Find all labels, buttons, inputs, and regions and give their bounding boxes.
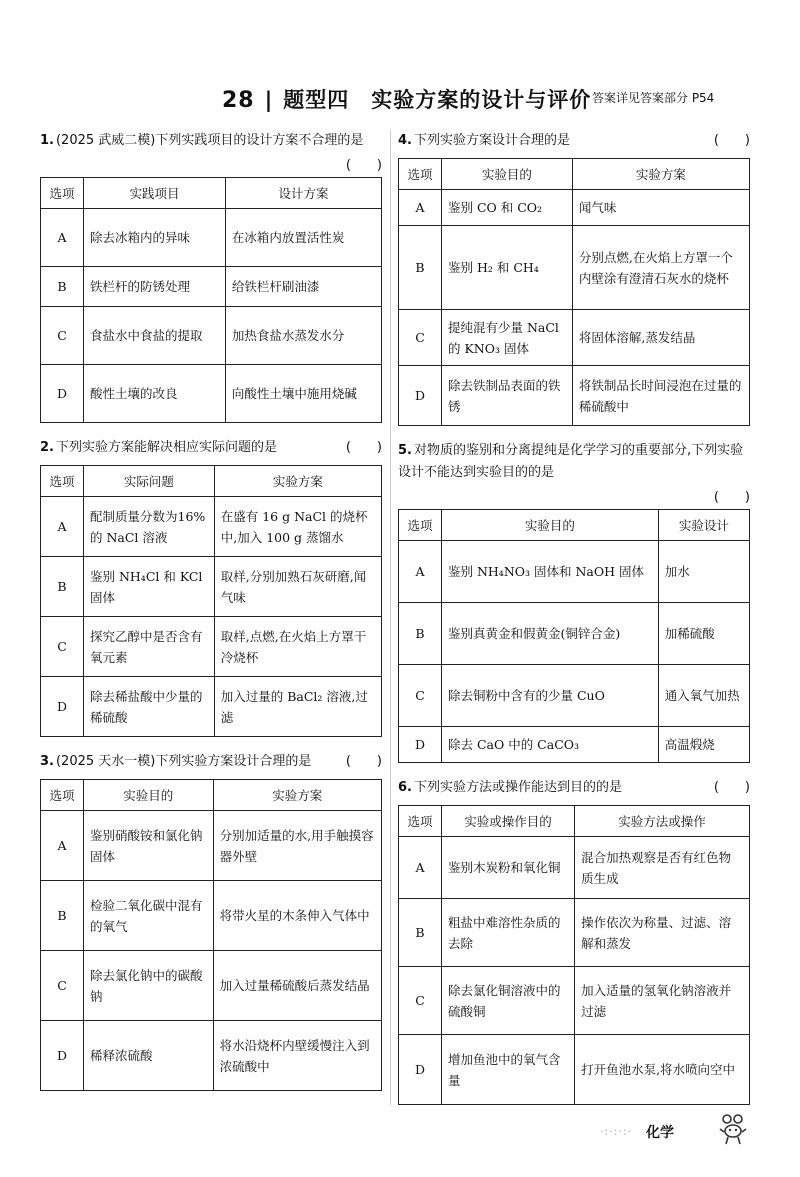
mascot-icon-svg bbox=[718, 1112, 748, 1146]
question-text: 对物质的鉴别和分离提纯是化学学习的重要部分,下列实验设计不能达到实验目的的是 bbox=[398, 443, 744, 480]
table-cell: 除去 CaO 中的 CaCO₃ bbox=[442, 727, 659, 763]
answer-reference: 答案详见答案部分 P54 bbox=[592, 91, 715, 105]
answer-blank[interactable]: ( ) bbox=[345, 440, 382, 455]
table-cell: 除去冰箱内的异味 bbox=[84, 209, 226, 267]
table-cell: 探究乙醇中是否含有氧元素 bbox=[84, 617, 215, 677]
option-cell: C bbox=[41, 307, 84, 365]
option-cell: D bbox=[41, 365, 84, 423]
table-row bbox=[399, 366, 750, 426]
mascot-icon bbox=[718, 1112, 748, 1152]
column-header: 实验目的 bbox=[442, 510, 659, 541]
column-header: 选项 bbox=[41, 466, 84, 497]
right-column bbox=[398, 130, 750, 1119]
question-table bbox=[398, 158, 750, 426]
table-row bbox=[399, 190, 750, 226]
answer-blank[interactable]: ( ) bbox=[345, 754, 382, 769]
question-4 bbox=[398, 130, 750, 426]
option-cell: C bbox=[399, 310, 442, 366]
table-cell: 通入氧气加热 bbox=[658, 665, 749, 727]
table-header-row bbox=[41, 780, 382, 811]
table-row bbox=[41, 617, 382, 677]
table-cell: 鉴别木炭粉和氧化铜 bbox=[442, 837, 575, 899]
page-title bbox=[222, 84, 591, 114]
column-header: 实验方案 bbox=[572, 159, 749, 190]
option-cell: D bbox=[399, 727, 442, 763]
table-row bbox=[399, 310, 750, 366]
question-stem bbox=[40, 751, 382, 773]
option-cell: D bbox=[399, 1035, 442, 1105]
table-cell: 在冰箱内放置活性炭 bbox=[225, 209, 381, 267]
question-stem bbox=[398, 777, 750, 799]
table-cell: 加水 bbox=[658, 541, 749, 603]
question-2 bbox=[40, 437, 382, 737]
footer-subject: 化学 bbox=[646, 1125, 674, 1141]
table-cell: 高温煅烧 bbox=[658, 727, 749, 763]
table-row bbox=[399, 837, 750, 899]
table-cell: 增加鱼池中的氧气含量 bbox=[442, 1035, 575, 1105]
footer-dots: ·:·:·:· bbox=[600, 1125, 633, 1138]
table-cell: 加入过量的 BaCl₂ 溶液,过滤 bbox=[214, 677, 381, 737]
option-cell: B bbox=[399, 603, 442, 665]
option-cell: B bbox=[41, 557, 84, 617]
section-title: 题型四 实验方案的设计与评价 bbox=[283, 88, 592, 112]
table-row bbox=[41, 267, 382, 307]
table-cell: 除去铜粉中含有的少量 CuO bbox=[442, 665, 659, 727]
option-cell: D bbox=[41, 677, 84, 737]
option-cell: D bbox=[399, 366, 442, 426]
table-cell: 鉴别 CO 和 CO₂ bbox=[442, 190, 573, 226]
question-table bbox=[40, 779, 382, 1091]
table-cell: 在盛有 16 g NaCl 的烧杯中,加入 100 g 蒸馏水 bbox=[214, 497, 381, 557]
left-column bbox=[40, 130, 382, 1105]
table-row bbox=[41, 557, 382, 617]
option-cell: A bbox=[399, 190, 442, 226]
column-header: 实验或操作目的 bbox=[442, 806, 575, 837]
option-cell: A bbox=[41, 811, 84, 881]
question-text: 下列实验方法或操作能达到目的的是 bbox=[413, 780, 622, 795]
option-cell: A bbox=[41, 209, 84, 267]
question-stem bbox=[398, 130, 750, 152]
column-header: 设计方案 bbox=[225, 178, 381, 209]
title-separator: | bbox=[264, 88, 274, 112]
question-1 bbox=[40, 130, 382, 423]
table-row bbox=[41, 1021, 382, 1091]
column-header: 实验方案 bbox=[213, 780, 381, 811]
column-header: 选项 bbox=[41, 178, 84, 209]
table-cell: 将水沿烧杯内壁缓慢注入到浓硫酸中 bbox=[213, 1021, 381, 1091]
table-header-row bbox=[399, 159, 750, 190]
table-cell: 铁栏杆的防锈处理 bbox=[84, 267, 226, 307]
column-header: 实验方法或操作 bbox=[575, 806, 750, 837]
table-cell: 鉴别 NH₄NO₃ 固体和 NaOH 固体 bbox=[442, 541, 659, 603]
question-number: 1. bbox=[40, 133, 54, 148]
option-cell: C bbox=[41, 951, 84, 1021]
table-cell: 加入过量稀硫酸后蒸发结晶 bbox=[213, 951, 381, 1021]
table-cell: 除去稀盐酸中少量的稀硫酸 bbox=[84, 677, 215, 737]
column-header: 实际问题 bbox=[84, 466, 215, 497]
question-number: 6. bbox=[398, 780, 412, 795]
option-cell: A bbox=[399, 541, 442, 603]
option-cell: B bbox=[41, 881, 84, 951]
table-cell: 除去氯化铜溶液中的硫酸铜 bbox=[442, 967, 575, 1035]
table-header-row bbox=[41, 178, 382, 209]
answer-blank[interactable]: ( ) bbox=[713, 780, 750, 795]
question-number: 5. bbox=[398, 443, 412, 458]
table-row bbox=[399, 226, 750, 310]
table-cell: 酸性土壤的改良 bbox=[84, 365, 226, 423]
table-cell: 加热食盐水蒸发水分 bbox=[225, 307, 381, 365]
question-table bbox=[398, 805, 750, 1105]
question-number: 3. bbox=[40, 754, 54, 769]
question-table bbox=[40, 177, 382, 423]
column-header: 选项 bbox=[399, 159, 442, 190]
table-header-row bbox=[399, 806, 750, 837]
table-cell: 加入适量的氢氧化钠溶液并过滤 bbox=[575, 967, 750, 1035]
question-number: 2. bbox=[40, 440, 54, 455]
table-row bbox=[41, 497, 382, 557]
question-3 bbox=[40, 751, 382, 1091]
question-table bbox=[40, 465, 382, 737]
table-cell: 粗盐中难溶性杂质的去除 bbox=[442, 899, 575, 967]
table-row bbox=[399, 603, 750, 665]
table-row bbox=[399, 899, 750, 967]
table-row bbox=[41, 951, 382, 1021]
question-6 bbox=[398, 777, 750, 1105]
question-5 bbox=[398, 440, 750, 763]
question-stem bbox=[40, 130, 382, 152]
option-cell: A bbox=[41, 497, 84, 557]
question-text: 下列实验方案能解决相应实际问题的是 bbox=[55, 440, 277, 455]
table-header-row bbox=[399, 510, 750, 541]
answer-blank[interactable]: ( ) bbox=[713, 490, 750, 505]
table-cell: 鉴别 NH₄Cl 和 KCl 固体 bbox=[84, 557, 215, 617]
table-cell: 检验二氧化碳中混有的氧气 bbox=[84, 881, 214, 951]
table-cell: 向酸性土壤中施用烧碱 bbox=[225, 365, 381, 423]
table-cell: 食盐水中食盐的提取 bbox=[84, 307, 226, 365]
table-cell: 提纯混有少量 NaCl 的 KNO₃ 固体 bbox=[442, 310, 573, 366]
column-header: 选项 bbox=[399, 510, 442, 541]
answer-blank[interactable]: ( ) bbox=[713, 133, 750, 148]
column-header: 实验设计 bbox=[658, 510, 749, 541]
table-cell: 操作依次为称量、过滤、溶解和蒸发 bbox=[575, 899, 750, 967]
column-header: 实验方案 bbox=[214, 466, 381, 497]
table-cell: 取样,点燃,在火焰上方罩干冷烧杯 bbox=[214, 617, 381, 677]
table-row bbox=[41, 209, 382, 267]
table-cell: 取样,分别加熟石灰研磨,闻气味 bbox=[214, 557, 381, 617]
question-table bbox=[398, 509, 750, 763]
table-row bbox=[41, 677, 382, 737]
table-cell: 稀释浓硫酸 bbox=[84, 1021, 214, 1091]
option-cell: C bbox=[41, 617, 84, 677]
option-cell: B bbox=[41, 267, 84, 307]
answer-blank[interactable]: ( ) bbox=[345, 158, 382, 173]
table-cell: 给铁栏杆刷油漆 bbox=[225, 267, 381, 307]
table-cell: 打开鱼池水泵,将水喷向空中 bbox=[575, 1035, 750, 1105]
table-cell: 闻气味 bbox=[572, 190, 749, 226]
section-number: 28 bbox=[222, 88, 255, 113]
table-cell: 鉴别 H₂ 和 CH₄ bbox=[442, 226, 573, 310]
question-text: (2025 武威二模)下列实践项目的设计方案不合理的是 bbox=[55, 133, 364, 148]
table-cell: 加稀硫酸 bbox=[658, 603, 749, 665]
column-header: 实验目的 bbox=[442, 159, 573, 190]
question-stem bbox=[398, 440, 750, 484]
table-cell: 将固体溶解,蒸发结晶 bbox=[572, 310, 749, 366]
table-cell: 除去铁制品表面的铁锈 bbox=[442, 366, 573, 426]
column-header: 实践项目 bbox=[84, 178, 226, 209]
table-row bbox=[41, 811, 382, 881]
table-cell: 将铁制品长时间浸泡在过量的稀硫酸中 bbox=[572, 366, 749, 426]
table-row bbox=[41, 881, 382, 951]
question-text: 下列实验方案设计合理的是 bbox=[413, 133, 570, 148]
table-row bbox=[41, 365, 382, 423]
table-cell: 混合加热观察是否有红色物质生成 bbox=[575, 837, 750, 899]
table-row bbox=[41, 307, 382, 365]
option-cell: B bbox=[399, 226, 442, 310]
table-cell: 鉴别真黄金和假黄金(铜锌合金) bbox=[442, 603, 659, 665]
table-cell: 鉴别硝酸铵和氯化钠固体 bbox=[84, 811, 214, 881]
table-cell: 分别点燃,在火焰上方罩一个内壁涂有澄清石灰水的烧杯 bbox=[572, 226, 749, 310]
column-divider bbox=[390, 130, 391, 1105]
table-cell: 除去氯化钠中的碳酸钠 bbox=[84, 951, 214, 1021]
table-row bbox=[399, 1035, 750, 1105]
table-row bbox=[399, 967, 750, 1035]
column-header: 选项 bbox=[41, 780, 84, 811]
option-cell: D bbox=[41, 1021, 84, 1091]
option-cell: C bbox=[399, 665, 442, 727]
table-row bbox=[399, 727, 750, 763]
table-cell: 将带火星的木条伸入气体中 bbox=[213, 881, 381, 951]
option-cell: B bbox=[399, 899, 442, 967]
table-cell: 分别加适量的水,用手触摸容器外壁 bbox=[213, 811, 381, 881]
table-row bbox=[399, 665, 750, 727]
question-stem bbox=[40, 437, 382, 459]
question-number: 4. bbox=[398, 133, 412, 148]
column-header: 实验目的 bbox=[84, 780, 214, 811]
option-cell: C bbox=[399, 967, 442, 1035]
table-cell: 配制质量分数为16%的 NaCl 溶液 bbox=[84, 497, 215, 557]
table-row bbox=[399, 541, 750, 603]
table-header-row bbox=[41, 466, 382, 497]
column-header: 选项 bbox=[399, 806, 442, 837]
option-cell: A bbox=[399, 837, 442, 899]
question-text: (2025 天水一模)下列实验方案设计合理的是 bbox=[55, 754, 312, 769]
